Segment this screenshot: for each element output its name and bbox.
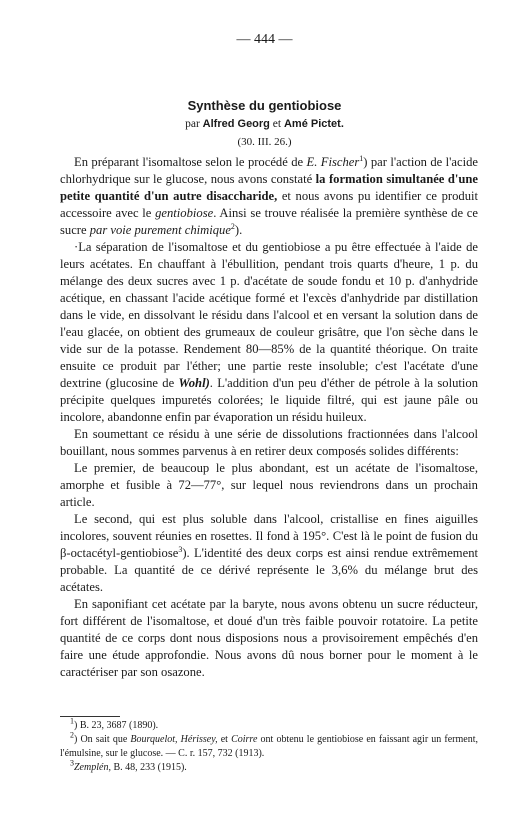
paragraph-2 <box>60 239 478 426</box>
p1-fischer: E. Fischer <box>306 155 360 169</box>
footnote-ref-3[interactable]: 3 <box>178 544 183 554</box>
footnote-ref-2[interactable]: 2 <box>230 221 235 231</box>
p1-emphasis: la formation simultanée d'une petite quantité d'un autre disaccharide, <box>60 172 478 203</box>
footnote-rule <box>60 716 120 717</box>
footnote-3-number: 3 <box>70 758 74 768</box>
byline-et: et <box>272 118 282 130</box>
page-number: — 444 — <box>236 32 293 47</box>
footnote-ref-1[interactable]: 1 <box>359 153 364 163</box>
paragraph-1 <box>60 154 478 239</box>
footnote-3 <box>60 758 478 775</box>
p1-text-f: ). <box>234 223 243 237</box>
footnote-2 <box>60 730 479 761</box>
author-1: Alfred Georg <box>202 118 270 130</box>
p5-text-a: Le second, qui est plus soluble dans l'alcool, cristallise en fines aiguilles incolores, souvent réunies en rosettes. Il fond à 195°. C'est là le point de fusion du β-octacétyl-gentiobiose <box>60 512 478 560</box>
p3-text: En soumettant ce résidu à une série de dissolutions fractionnées dans l'alcool bouillant, nous sommes parvenus à en retirer deux composés solides différents: <box>60 427 478 458</box>
paragraph-5 <box>60 511 478 596</box>
paragraph-6 <box>60 596 478 681</box>
article-body <box>60 154 478 681</box>
footnote-2-text-b: et <box>217 734 232 745</box>
author-2: Amé Pictet. <box>283 118 344 130</box>
p1-gentiobiose: gentiobiose <box>155 206 214 220</box>
paragraph-3 <box>60 426 478 460</box>
p2-text-end: . L'addition d'un peu d'éther de pétrole à la solution précipite quelques impuretés colorées; le liquide filtré, qui est jaune pâle ou incolore, abandonne enfin par évaporation un résidu huileux. <box>60 376 478 424</box>
footnote-2-text-c: ont obtenu le gentiobiose en faissant agir un ferment, l'émulsine, sur le glucose. — C. r. 157, 732 (1913). <box>60 734 479 759</box>
footnote-1-text: ) B. 23, 3687 (1890). <box>74 720 159 731</box>
p1-voie-chimique: par voie purement chimique <box>89 223 231 237</box>
p1-text-e: . Ainsi se trouve réalisée la première synthèse de ce sucre <box>60 206 478 237</box>
footnote-1 <box>60 716 478 733</box>
p6-text: En saponifiant cet acétate par la baryte, nous avons obtenu un sucre réducteur, fort différent de l'isomaltose, et doué d'un très faible pouvoir rotatoire. La petite quantité de ce corps dont nous disposions nous a provisoirement empêchés d'en faire une étude approfondie. Nous avons dû nous borner pour le moment à le caractériser par son osazone. <box>60 597 478 679</box>
p5-text-b: ). L'identité des deux corps est ainsi rendue extrêmement probable. La quantité de ce dérivé représente le 3,6% du mélange brut des acétates. <box>60 546 478 594</box>
p1-text-a: En préparant l'isomaltose selon le procédé de <box>74 155 307 169</box>
p4-text-a: Le premier, de beaucoup le plus abondant, est un acétate de l'isomaltose, amorphe et fusible à 72—77° <box>60 461 478 492</box>
p1-text-d: et nous avons pu identifier ce produit accessoire avec le <box>60 189 478 220</box>
submission-date: (30. III. 26.) <box>237 136 292 148</box>
footnote-2-coirre: Coirre <box>231 734 258 745</box>
footnote-3-text: B. 48, 233 (1915). <box>110 762 187 773</box>
article-title: Synthèse du gentiobiose <box>187 98 342 113</box>
footnote-3-name: Zemplén, <box>74 762 111 773</box>
p2-text: ·La séparation de l'isomaltose et du gentiobiose a pu être effectuée à l'aide de leurs acétates. En chauffant à l'ébullition, pendant trois quarts d'heure, 1 p. du mélange des deux sucres avec 1 p. d'acétate de soude fondu et 10 p. d'anhydride acétique, en chassant l'acide acétique formé et l'excès d'anhydride par distillation dans le vide, en dissolvant le résidu dans l'alcool et en versant la solution dans de l'eau glacée, on obtient des grumeaux de couleur grisâtre, que l'on sèche dans le vide sur de la potasse. Rendement 80—85% de la quantité théorique. On traite ensuite ce produit par l'éther; une partie reste insoluble; c'est l'acétate d'une dextrine (glucosine de <box>60 240 478 390</box>
authors-line <box>0 118 529 130</box>
p1-text-b: ) par l'action de l'acide chlorhydrique sur le glucose, nous avons constaté <box>60 155 478 186</box>
paragraph-4 <box>60 460 478 511</box>
footnote-2-number: 2 <box>70 730 74 740</box>
p4-text-b: , sur lequel nous reviendrons dans un prochain article. <box>60 478 478 509</box>
footnote-2-names: Bourquelot, Hérissey, <box>130 734 218 745</box>
p2-wohl: Wohl) <box>178 376 210 390</box>
footnote-2-text-a: ) On sait que <box>74 734 131 745</box>
footnote-1-number: 1 <box>70 716 74 726</box>
footnotes <box>60 716 478 775</box>
byline-par: par <box>185 118 200 130</box>
